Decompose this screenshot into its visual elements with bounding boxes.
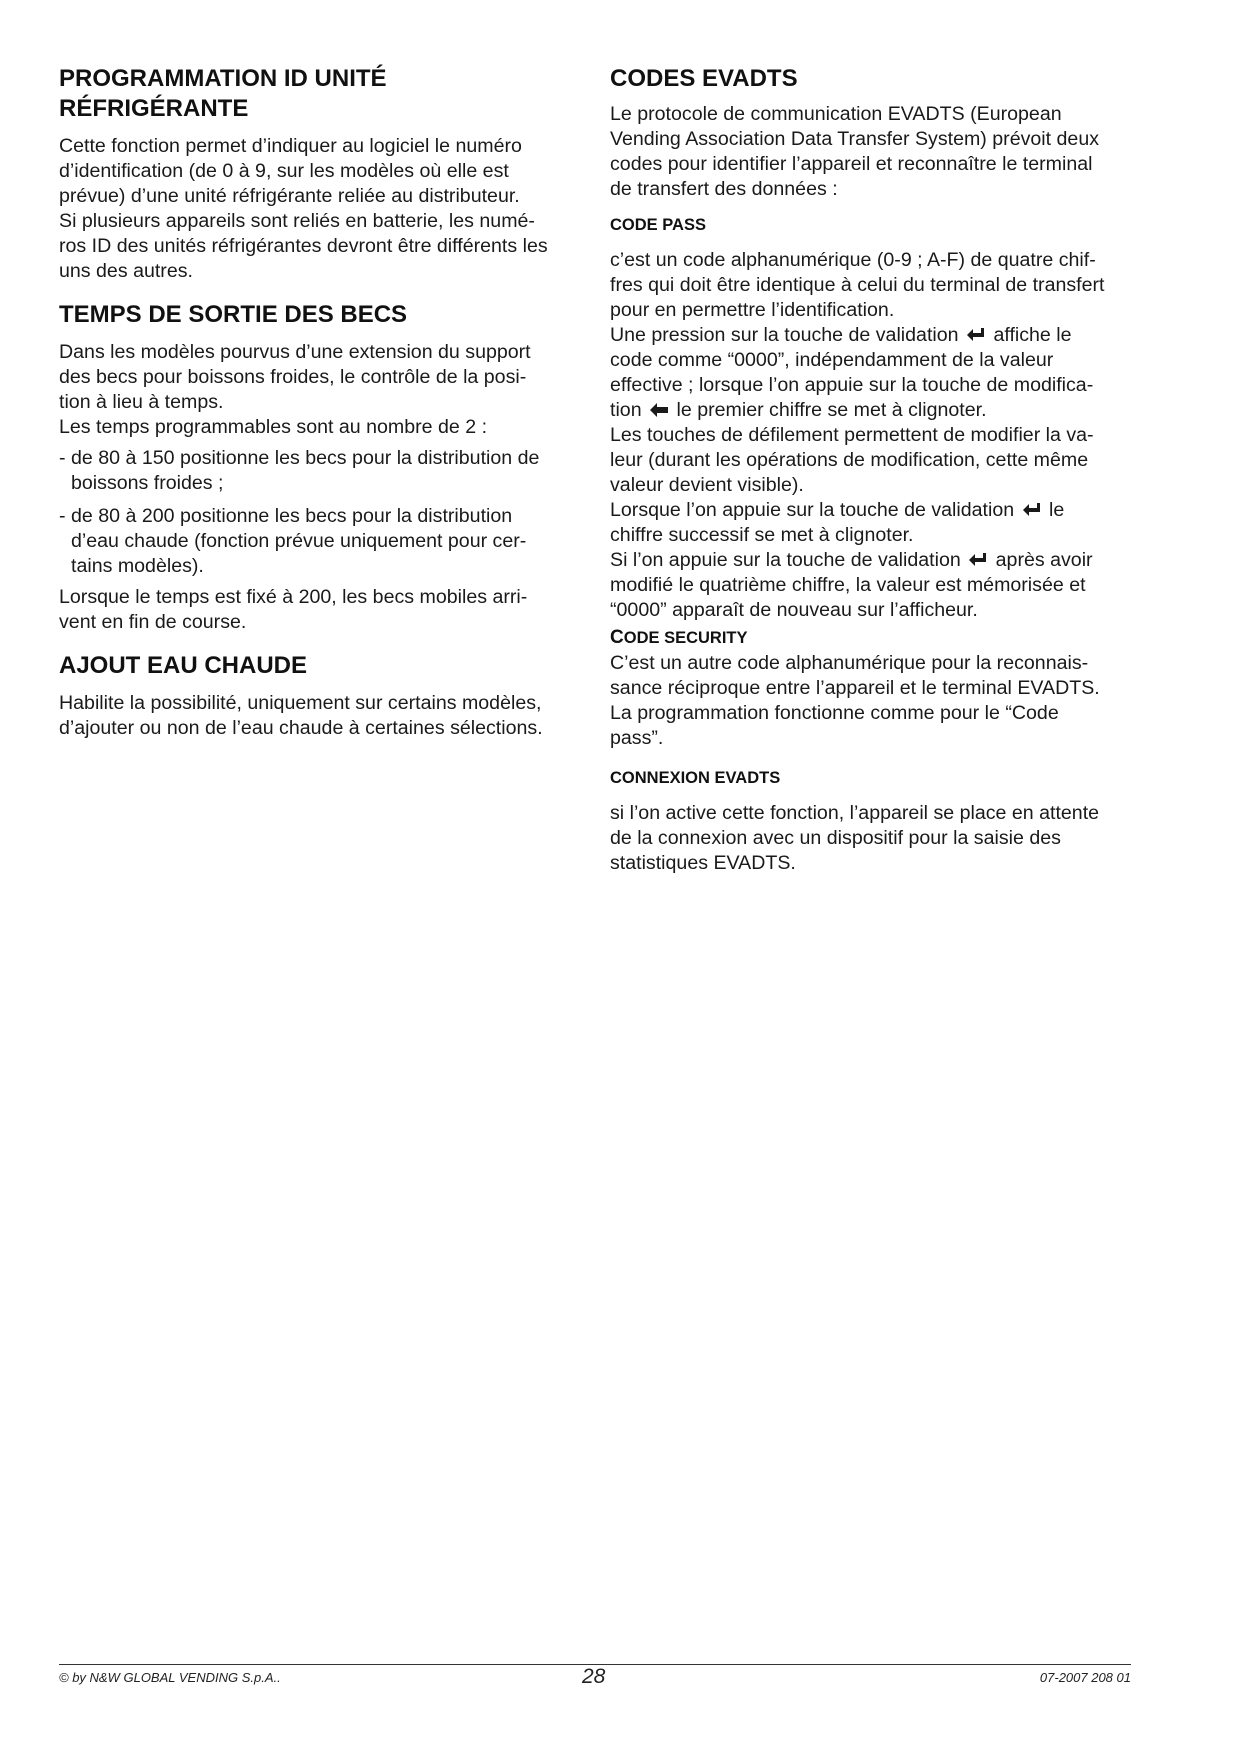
paragraph: Lorsque le temps est fixé à 200, les becs mobiles arri- vent en fin de course. [59,586,528,633]
section-title-temps-sortie: TEMPS DE SORTIE DES BECS [59,301,408,328]
section-title-codes-evadts: CODES EVADTS [610,65,798,92]
list-item: - de 80 à 150 positionne les becs pour la distribution de boissons froides ; [59,447,540,494]
right-column [610,64,1135,876]
subtitle-code-security: CODE SECURITY [610,627,748,648]
paragraph: Cette fonction permet d’indiquer au logiciel le numéro d’identification (de 0 à 9, sur les modèles où elle est prévue) d’une unité réfrigérante reliée au distributeur. Si plusieurs appareils sont reliés en batterie, les numé- ros ID des unités réfrigérantes devront être différents les uns des autres. [59,135,548,282]
footer-doc-code: 07-2007 208 01 [1039,1670,1131,1685]
subtitle-code-pass: CODE PASS [610,216,706,234]
left-arrow-key-icon [649,401,669,419]
paragraph-connexion: si l’on active cette fonction, l’appareil se place en attente de la connexion avec un dispositif pour la saisie des statistiques EVADTS. [610,802,1100,874]
section-title-programmation-id: PROGRAMMATION ID UNITÉ RÉFRIGÉRANTE [59,65,387,122]
enter-key-icon [968,551,988,569]
paragraph-code-security: C’est un autre code alphanumérique pour la reconnais- sance réciproque entre l’appareil et le terminal EVADTS. La programmation fonctionne comme pour le “Code pass”. [610,652,1100,749]
page-number: 28 [582,1665,606,1688]
subtitle-connexion-evadts: CONNEXION EVADTS [610,769,781,787]
paragraph: Habilite la possibilité, uniquement sur certains modèles, d’ajouter ou non de l’eau chaude à certaines sélections. [59,692,543,739]
section-title-ajout-eau: AJOUT EAU CHAUDE [59,652,308,679]
footer-copyright: © by N&W GLOBAL VENDING S.p.A.. [59,1670,281,1685]
paragraph-code-pass: c’est un code alphanumérique (0-9 ; A-F) de quatre chif- fres qui doit être identique à celui du terminal de transfert pour en permettre l’identification. Une pression sur la touche de validation affiche le code comme “0000”, indépendamment de la valeur effective ; lorsque l’on appuie sur la touche de modifica- tion le premier chiffre se met à clignoter. Les touches de défilement permettent de modifier la va- leur (durant les opérations de modification, cette même valeur devient visible). Lorsque l’on appuie sur la touche de validation le chiffre successif se met à clignoter. Si l’on appuie sur la touche de validation après avoir modifié le quatrième chiffre, la valeur est mémorisée et “0000” apparaît de nouveau sur l’afficheur. [610,249,1105,621]
paragraph: Dans les modèles pourvus d’une extension du support des becs pour boissons froides, le contrôle de la posi- tion à lieu à temps. Les temps programmables sont au nombre de 2 : [59,341,531,438]
section-ajout-eau [59,651,581,741]
paragraph-intro: Le protocole de communication EVADTS (European Vending Association Data Transfer System) prévoit deux codes pour identifier l’appareil et reconnaître le terminal de transfert des données : [610,103,1100,200]
list-item: - de 80 à 200 positionne les becs pour la distribution d’eau chaude (fonction prévue uniquement pour cer- tains modèles). [59,505,527,577]
enter-key-icon [1022,501,1042,519]
enter-key-icon [966,326,986,344]
section-temps-sortie [59,300,581,635]
left-column [59,64,581,741]
section-programmation-id [59,64,581,284]
